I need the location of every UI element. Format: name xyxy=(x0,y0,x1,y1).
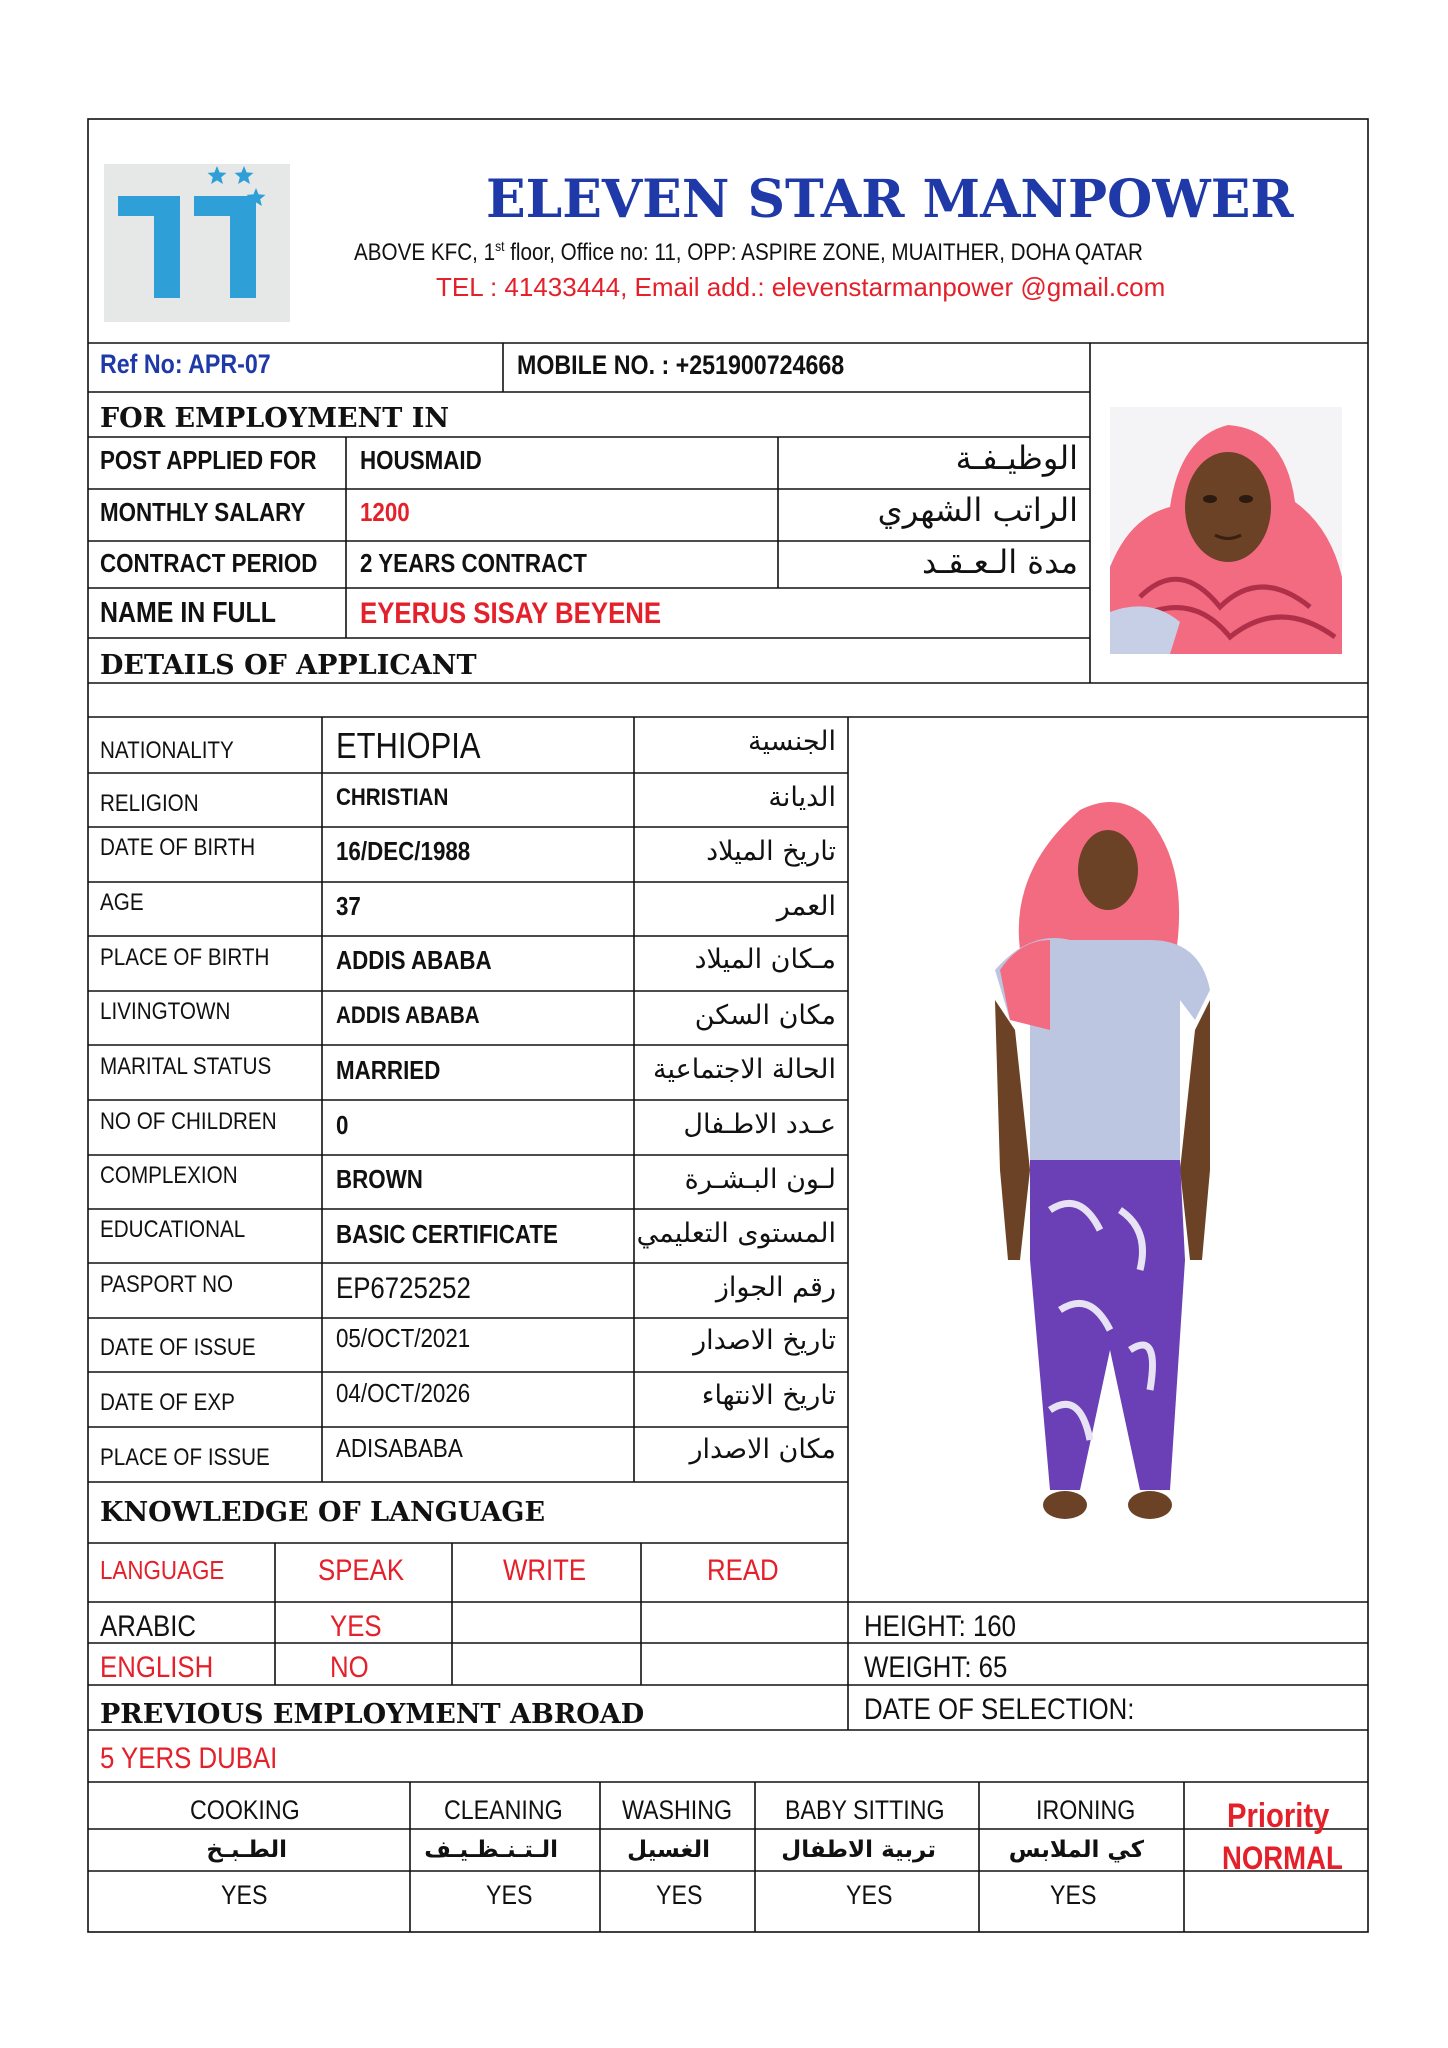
skill-arabic: كي الملابس xyxy=(1008,1837,1144,1863)
skill-arabic: الطـبـخ xyxy=(206,1837,287,1863)
company-address: ABOVE KFC, 1st floor, Office no: 11, OPP: ASPIRE ZONE, MUAITHER, DOHA QATAR xyxy=(354,238,1143,266)
post-value: HOUSMAID xyxy=(360,445,482,475)
skill-name: BABY SITTING xyxy=(785,1795,945,1825)
company-name: ELEVEN STAR MANPOWER xyxy=(486,169,1294,230)
date-of-selection-field: DATE OF SELECTION: xyxy=(864,1693,1135,1726)
salary-label: MONTHLY SALARY xyxy=(100,497,306,527)
detail-arabic: رقم الجواز xyxy=(715,1272,836,1303)
language-english-speak: NO xyxy=(330,1651,369,1684)
skill-value: YES xyxy=(486,1880,533,1910)
detail-arabic: مـكان الميلاد xyxy=(694,944,836,975)
skill-value: YES xyxy=(221,1880,268,1910)
detail-value: BROWN xyxy=(336,1164,423,1194)
language-header-language: LANGUAGE xyxy=(100,1555,225,1585)
detail-label: PLACE OF BIRTH xyxy=(100,944,270,971)
company-contact: TEL : 41433444, Email add.: elevenstarmanpower @gmail.com xyxy=(436,272,1166,302)
detail-arabic: الحالة الاجتماعية xyxy=(653,1054,836,1085)
ref-number: Ref No: APR-07 xyxy=(100,349,271,379)
detail-label: EDUCATIONAL xyxy=(100,1216,246,1243)
detail-value: 0 xyxy=(336,1110,349,1140)
detail-value: ETHIOPIA xyxy=(336,725,481,766)
detail-arabic: تاريخ الميلاد xyxy=(706,836,836,867)
detail-arabic: العمر xyxy=(776,891,836,922)
detail-arabic: الديانة xyxy=(768,782,836,813)
detail-label: PLACE OF ISSUE xyxy=(100,1444,270,1471)
skill-name: WASHING xyxy=(622,1795,733,1825)
weight-field: WEIGHT: 65 xyxy=(864,1651,1008,1684)
salary-arabic: الراتب الشهري xyxy=(877,491,1078,529)
name-value: EYERUS SISAY BEYENE xyxy=(360,597,662,630)
detail-arabic: الجنسية xyxy=(747,726,836,757)
detail-value: CHRISTIAN xyxy=(336,784,449,811)
salary-value: 1200 xyxy=(360,497,410,527)
detail-label: DATE OF ISSUE xyxy=(100,1334,256,1361)
employment-heading: FOR EMPLOYMENT IN xyxy=(100,403,450,434)
name-label: NAME IN FULL xyxy=(100,597,276,629)
details-heading: DETAILS OF APPLICANT xyxy=(100,650,477,681)
detail-arabic: عـدد الاطـفال xyxy=(683,1109,836,1140)
applicant-headshot-photo xyxy=(1110,407,1342,654)
height-field: HEIGHT: 160 xyxy=(864,1610,1016,1643)
skill-value: YES xyxy=(846,1880,893,1910)
detail-label: RELIGION xyxy=(100,790,199,817)
contract-value: 2 YEARS CONTRACT xyxy=(360,548,587,578)
post-label: POST APPLIED FOR xyxy=(100,445,317,475)
language-header-read: READ xyxy=(707,1554,779,1587)
skill-name: CLEANING xyxy=(444,1795,563,1825)
contract-label: CONTRACT PERIOD xyxy=(100,548,318,578)
language-header-write: WRITE xyxy=(503,1554,587,1587)
language-header-speak: SPEAK xyxy=(318,1554,405,1587)
company-logo xyxy=(104,164,290,322)
priority-label: Priority xyxy=(1227,1797,1330,1835)
previous-employment-value: 5 YERS DUBAI xyxy=(100,1742,278,1775)
contract-arabic: مدة الـعـقـد xyxy=(921,543,1078,581)
skill-arabic: تربية الاطفال xyxy=(781,1837,936,1863)
detail-value: ADISABABA xyxy=(336,1433,463,1463)
detail-arabic: تاريخ الانتهاء xyxy=(701,1380,836,1411)
skill-name: IRONING xyxy=(1036,1795,1136,1825)
detail-label: PASPORT NO xyxy=(100,1271,234,1298)
detail-arabic: لـون البـشـرة xyxy=(684,1164,836,1195)
detail-arabic: مكان الاصدار xyxy=(689,1434,836,1465)
detail-label: NATIONALITY xyxy=(100,737,234,764)
detail-value: 16/DEC/1988 xyxy=(336,836,471,866)
detail-arabic: تاريخ الاصدار xyxy=(693,1325,836,1356)
previous-employment-heading: PREVIOUS EMPLOYMENT ABROAD xyxy=(100,1699,645,1730)
mobile-number: MOBILE NO. : +251900724668 xyxy=(517,350,845,380)
skill-arabic: الغسيل xyxy=(627,1837,710,1863)
skill-value: YES xyxy=(656,1880,703,1910)
detail-value: BASIC CERTIFICATE xyxy=(336,1219,558,1249)
applicant-full-body-photo xyxy=(990,790,1220,1530)
skill-value: YES xyxy=(1050,1880,1097,1910)
language-row-english: ENGLISH xyxy=(100,1651,214,1684)
detail-value: 37 xyxy=(336,891,361,921)
language-row-arabic: ARABIC xyxy=(100,1610,197,1643)
detail-label: LIVINGTOWN xyxy=(100,998,231,1025)
detail-value: 04/OCT/2026 xyxy=(336,1378,471,1408)
detail-arabic: مكان السكن xyxy=(694,1000,836,1031)
detail-label: AGE xyxy=(100,889,144,916)
priority-value: NORMAL xyxy=(1222,1840,1343,1876)
detail-label: COMPLEXION xyxy=(100,1162,238,1189)
post-arabic: الوظيـفـة xyxy=(955,439,1078,477)
language-heading: KNOWLEDGE OF LANGUAGE xyxy=(100,1497,546,1528)
detail-label: DATE OF EXP xyxy=(100,1389,235,1416)
language-arabic-speak: YES xyxy=(330,1610,382,1643)
skill-name: COOKING xyxy=(190,1795,300,1825)
detail-arabic: المستوى التعليمي xyxy=(636,1218,836,1249)
detail-value: EP6725252 xyxy=(336,1272,471,1305)
detail-value: ADDIS ABABA xyxy=(336,945,492,975)
logo-graphic xyxy=(104,164,290,322)
detail-label: DATE OF BIRTH xyxy=(100,834,256,861)
skill-arabic: الـتـنـظـيـف xyxy=(424,1837,558,1863)
detail-label: MARITAL STATUS xyxy=(100,1053,272,1080)
detail-value: 05/OCT/2021 xyxy=(336,1323,471,1353)
detail-label: NO OF CHILDREN xyxy=(100,1108,277,1135)
detail-value: ADDIS ABABA xyxy=(336,1002,480,1029)
detail-value: MARRIED xyxy=(336,1055,441,1085)
